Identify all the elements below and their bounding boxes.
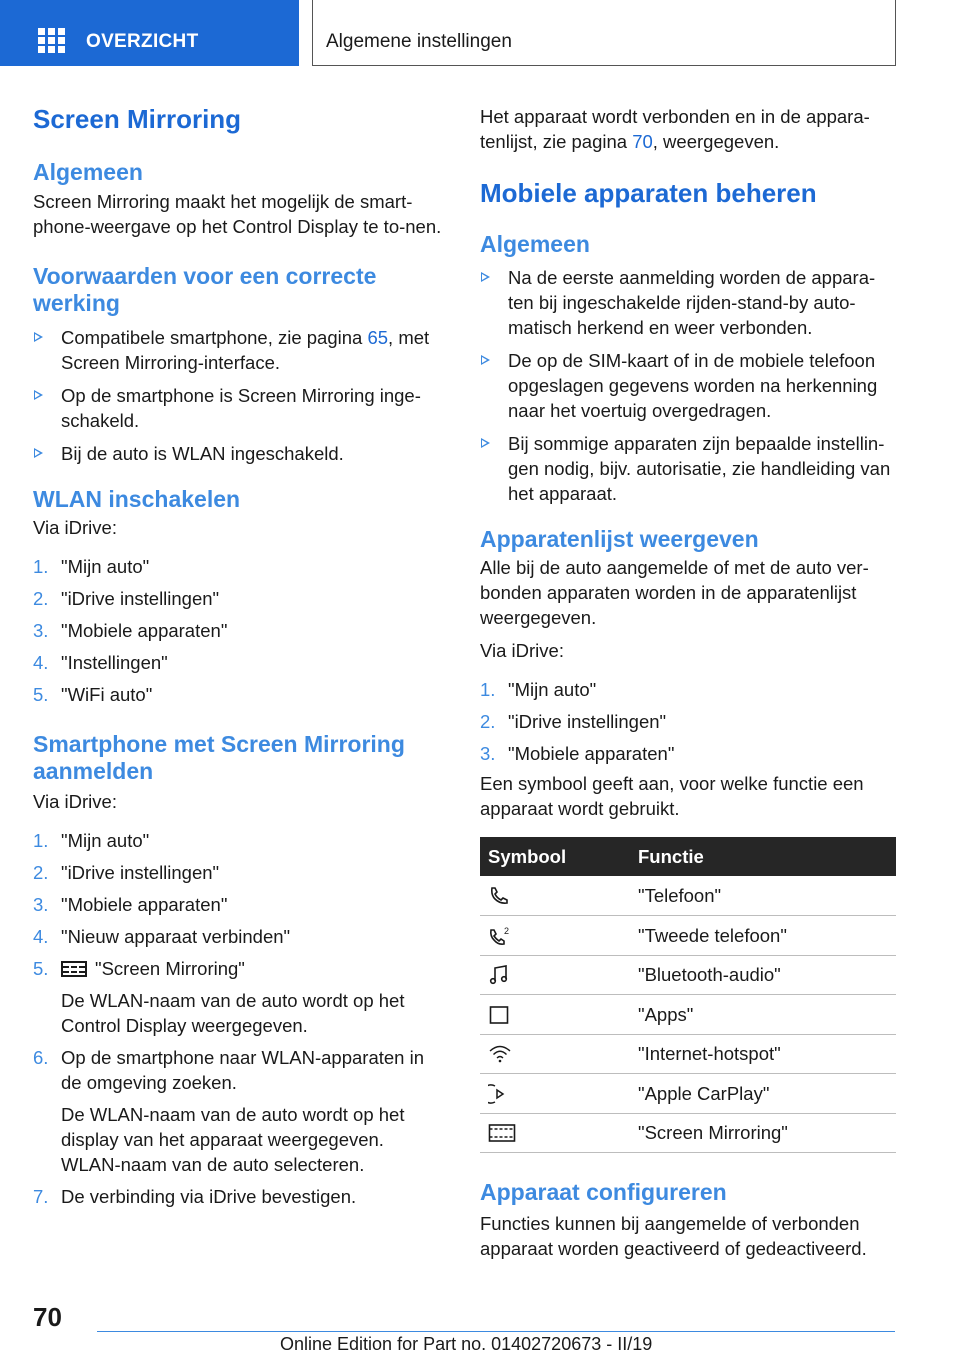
list-item: 2. "iDrive instellingen" <box>33 588 220 610</box>
list-item: 2. "iDrive instellingen" <box>480 711 667 733</box>
column-header-function: Functie <box>630 837 896 876</box>
table-row: "Apps" <box>480 995 896 1035</box>
list-item: 4. "Instellingen" <box>33 652 168 674</box>
list-item: Bij sommige apparaten zijn bepaalde instellin-gen nodig, bijv. autorisatie, zie handleiding van het apparaat. <box>480 431 896 506</box>
list-item: 2. "iDrive instellingen" <box>33 862 220 884</box>
general-list <box>480 265 896 506</box>
table-row: "Bluetooth-audio" <box>480 955 896 995</box>
music-note-icon <box>488 964 510 986</box>
list-item: 3. "Mobiele apparaten" <box>480 743 675 765</box>
device-list-heading: Apparatenlijst weergeven <box>480 525 759 552</box>
left-column <box>33 100 445 1216</box>
list-item: 3. "Mobiele apparaten" <box>33 894 228 916</box>
symbol-intro: Een symbool geeft aan, voor welke functie een apparaat wordt gebruikt. <box>480 773 864 820</box>
page-number: 70 <box>33 1302 62 1332</box>
intro-text: Het apparaat wordt verbonden en in de appara-tenlijst, zie pagina 70, weergegeven. <box>480 106 870 152</box>
svg-text:2: 2 <box>504 925 510 936</box>
section-tab[interactable] <box>312 0 896 66</box>
device-list-intro: Via iDrive: <box>480 640 564 662</box>
general-text: Screen Mirroring maakt het mogelijk de smart-phone-weergave op het Control Display te to-nen. <box>33 190 442 237</box>
list-item: 1. "Mijn auto" <box>480 679 597 701</box>
right-general-heading: Algemeen <box>480 231 590 258</box>
triangle-bullet-icon <box>34 448 43 458</box>
table-row: 2 "Tweede telefoon" <box>480 916 896 956</box>
list-item: 5. "Screen Mirroring" De WLAN-naam van de auto wordt op het Control Display weergegeven. <box>33 958 405 1037</box>
register-intro: Via iDrive: <box>33 791 117 813</box>
apps-icon <box>488 1004 510 1026</box>
edition-text: Online Edition for Part no. 01402720673 - II/19 <box>280 1334 653 1354</box>
screen-mirroring-icon <box>488 1123 516 1143</box>
general-heading: Algemeen <box>33 159 143 186</box>
list-item: 1. "Mijn auto" <box>33 830 150 852</box>
manage-heading: Mobiele apparaten beheren <box>480 178 817 208</box>
list-item: Bij de auto is WLAN ingeschakeld. <box>33 441 445 466</box>
list-item: 7. De verbinding via iDrive bevestigen. <box>33 1186 357 1208</box>
column-header-symbol: Symbool <box>480 837 630 876</box>
device-list-text: Alle bij de auto aangemelde of met de auto ver-bonden apparaten worden in de apparatenlijst weergegeven. <box>480 557 869 629</box>
page-link-65[interactable]: 65 <box>367 326 389 348</box>
table-row: "Telefoon" <box>480 876 896 916</box>
page-title: Screen Mirroring <box>33 104 242 134</box>
triangle-bullet-icon <box>34 390 43 400</box>
list-item: De op de SIM-kaart of in de mobiele telefoon opgeslagen gegevens worden na herkenning naar het voertuig overgedragen. <box>480 348 896 423</box>
right-column <box>480 104 896 1261</box>
triangle-bullet-icon <box>481 438 490 448</box>
prereq-list <box>33 325 445 466</box>
list-item: 3. "Mobiele apparaten" <box>33 620 228 642</box>
triangle-bullet-icon <box>481 355 490 365</box>
symbol-table <box>480 837 896 1153</box>
grid-icon <box>38 28 66 52</box>
config-text: Functies kunnen bij aangemelde of verbonden apparaat worden geactiveerd of gedeactiveerd. <box>480 1212 867 1259</box>
triangle-bullet-icon <box>34 332 43 342</box>
wlan-intro: Via iDrive: <box>33 517 117 539</box>
carplay-icon <box>488 1083 510 1105</box>
wlan-heading: WLAN inschakelen <box>33 485 241 512</box>
table-row: "Screen Mirroring" <box>480 1113 896 1153</box>
register-heading: Smartphone met Screen Mirroring aanmelden <box>33 731 405 785</box>
list-item: Op de smartphone is Screen Mirroring inge-schakeld. <box>33 383 445 433</box>
page-header <box>0 0 960 66</box>
screen-mirroring-icon <box>61 961 87 977</box>
list-item: 5. "WiFi auto" <box>33 684 153 706</box>
page-link-70[interactable]: 70 <box>632 131 653 152</box>
second-phone-icon <box>488 925 512 947</box>
prereq-heading: Voorwaarden voor een correcte werking <box>33 262 377 316</box>
list-item: 6. Op de smartphone naar WLAN-apparaten in de omgeving zoeken. De WLAN-naam van de auto wordt op het display van het apparaat weergegeven. WLAN-naam van de auto selecteren. <box>33 1047 425 1176</box>
list-item: 4. "Nieuw apparaat verbinden" <box>33 926 291 948</box>
overview-label: OVERZICHT <box>86 31 199 52</box>
device-list-steps <box>480 677 896 766</box>
config-heading: Apparaat configureren <box>480 1179 727 1206</box>
overview-tab[interactable] <box>0 0 299 66</box>
footer-divider <box>97 1331 895 1332</box>
triangle-bullet-icon <box>481 272 490 282</box>
list-item: Na de eerste aanmelding worden de appara-ten bij ingeschakelde rijden-stand-by auto-matisch herkend en weer verbonden. <box>480 265 896 340</box>
section-label: Algemene instellingen <box>326 31 512 52</box>
wifi-icon <box>488 1043 512 1065</box>
register-steps <box>33 828 445 1209</box>
phone-icon <box>488 885 510 907</box>
list-item: 1. "Mijn auto" <box>33 556 150 578</box>
wlan-steps <box>33 554 445 707</box>
table-row: "Apple CarPlay" <box>480 1074 896 1114</box>
table-row: "Internet-hotspot" <box>480 1034 896 1074</box>
table-header-row <box>480 837 896 876</box>
list-item: Compatibele smartphone, zie pagina 65, met Screen Mirroring-interface. <box>33 325 445 375</box>
